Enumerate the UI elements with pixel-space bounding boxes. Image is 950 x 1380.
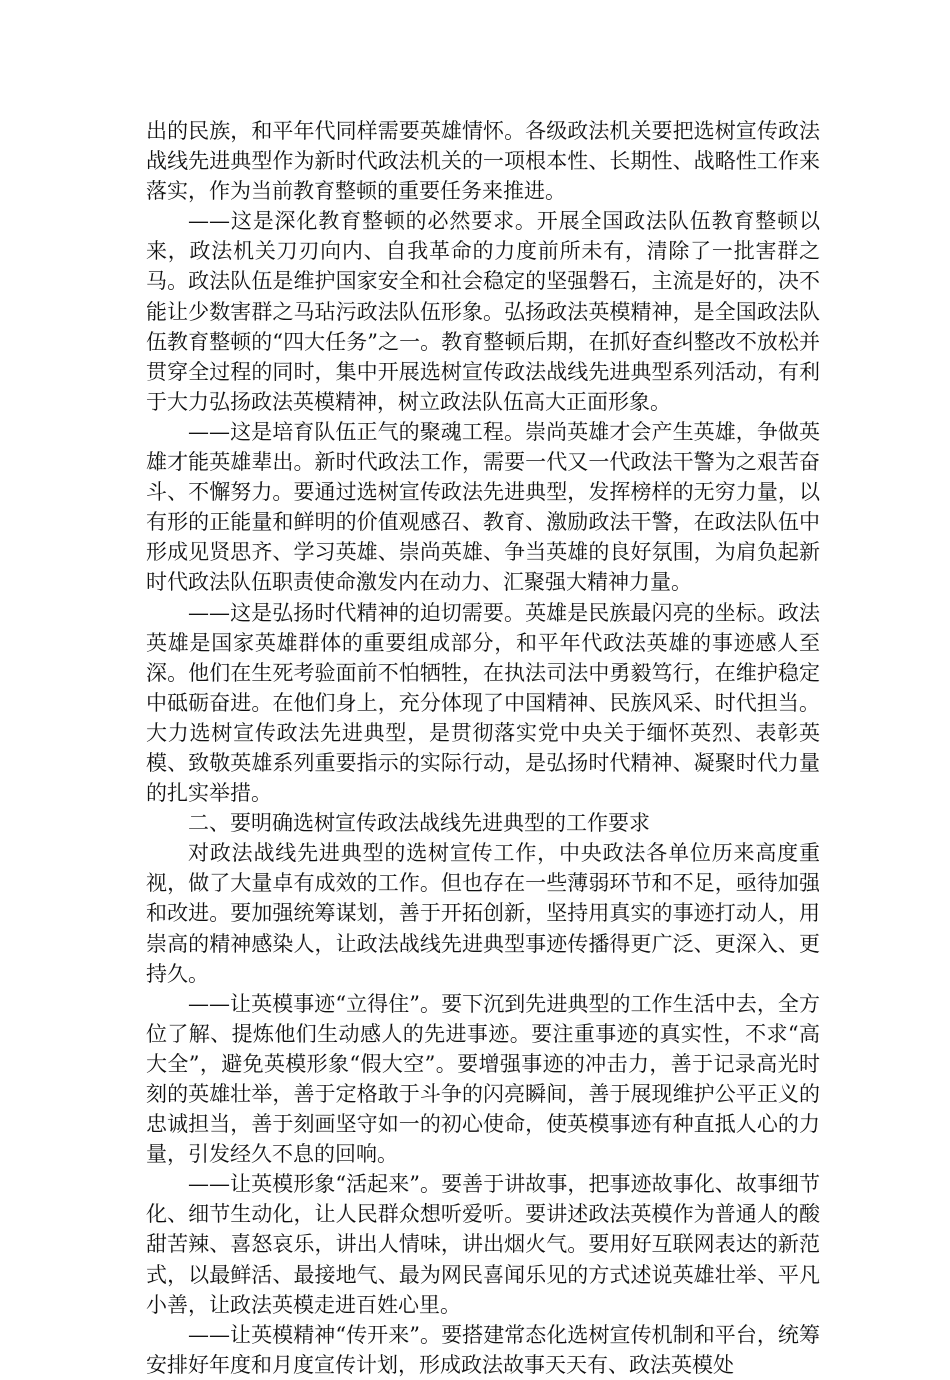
paragraph-spirit-spread: ——让英模精神“传开来”。要搭建常态化选树宣传机制和平台，统筹安排好年度和月度宣传计划，形成政法故事天天有、政法英模处 — [146, 1322, 820, 1377]
section-heading-2: 二、要明确选树宣传政法战线先进典型的工作要求 — [188, 811, 650, 836]
paragraph-education-rectification: ——这是深化教育整顿的必然要求。开展全国政法队伍教育整顿以来，政法机关刀刃向内、自我革命的力度前所未有，清除了一批害群之马。政法队伍是维护国家安全和社会稳定的坚强磐石，主流是好的，决不能让少数害群之马玷污政法队伍形象。弘扬政法英模精神，是全国政法队伍教育整顿的“四大任务”之一。教育整顿后期，在抓好查纠整改不放松并贯穿全过程的同时，集中开展选树宣传政法战线先进典型系列活动，有利于大力弘扬政法英模精神，树立政法队伍高大正面形象。 — [146, 209, 820, 414]
paragraph-image-alive: ——让英模形象“活起来”。要善于讲故事，把事迹故事化、故事细节化、细节生动化，让人民群众想听爱听。要讲述政法英模作为普通人的酸甜苦辣、喜怒哀乐，讲出人情味，讲出烟火气。要用好互联网表达的新范式，以最鲜活、最接地气、最为网民喜闻乐见的方式述说英雄壮举、平凡小善，让政法英模走进百姓心里。 — [146, 1172, 820, 1317]
document-body — [146, 116, 820, 1380]
paragraph-deeds-stand: ——让英模事迹“立得住”。要下沉到先进典型的工作生活中去，全方位了解、提炼他们生动感人的先进事迹。要注重事迹的真实性，不求“高大全”，避免英模形象“假大空”。要增强事迹的冲击力，善于记录高光时刻的英雄壮举，善于定格敢于斗争的闪亮瞬间，善于展现维护公平正义的忠诚担当，善于刻画坚守如一的初心使命，使英模事迹有种直抵人心的力量，引发经久不息的回响。 — [146, 991, 820, 1167]
paragraph-work-requirements: 对政法战线先进典型的选树宣传工作，中央政法各单位历来高度重视，做了大量卓有成效的工作。但也存在一些薄弱环节和不足，亟待加强和改进。要加强统筹谋划，善于开拓创新，坚持用真实的事迹打动人，用崇高的精神感染人，让政法战线先进典型事迹传播得更广泛、更深入、更持久。 — [146, 841, 820, 986]
paragraph-era-spirit: ——这是弘扬时代精神的迫切需要。英雄是民族最闪亮的坐标。政法英雄是国家英雄群体的重要组成部分，和平年代政法英雄的事迹感人至深。他们在生死考验面前不怕牺牲，在执法司法中勇毅笃行，在维护稳定中砥砺奋进。在他们身上，充分体现了中国精神、民族风采、时代担当。大力选树宣传政法先进典型，是贯彻落实党中央关于缅怀英烈、表彰英模、致敬英雄系列重要指示的实际行动，是弘扬时代精神、凝聚时代力量的扎实举措。 — [146, 600, 820, 806]
paragraph-team-spirit: ——这是培育队伍正气的聚魂工程。崇尚英雄才会产生英雄，争做英雄才能英雄辈出。新时代政法工作，需要一代又一代政法干警为之艰苦奋斗、不懈努力。要通过选树宣传政法先进典型，发挥榜样的无穷力量，以有形的正能量和鲜明的价值观感召、教育、激励政法干警，在政法队伍中形成见贤思齐、学习英雄、崇尚英雄、争当英雄的良好氛围，为肩负起新时代政法队伍职责使命激发内在动力、汇聚强大精神力量。 — [146, 419, 820, 595]
paragraph-continuation: 出的民族，和平年代同样需要英雄情怀。各级政法机关要把选树宣传政法战线先进典型作为新时代政法机关的一项根本性、长期性、战略性工作来落实，作为当前教育整顿的重要任务来推进。 — [146, 119, 820, 204]
